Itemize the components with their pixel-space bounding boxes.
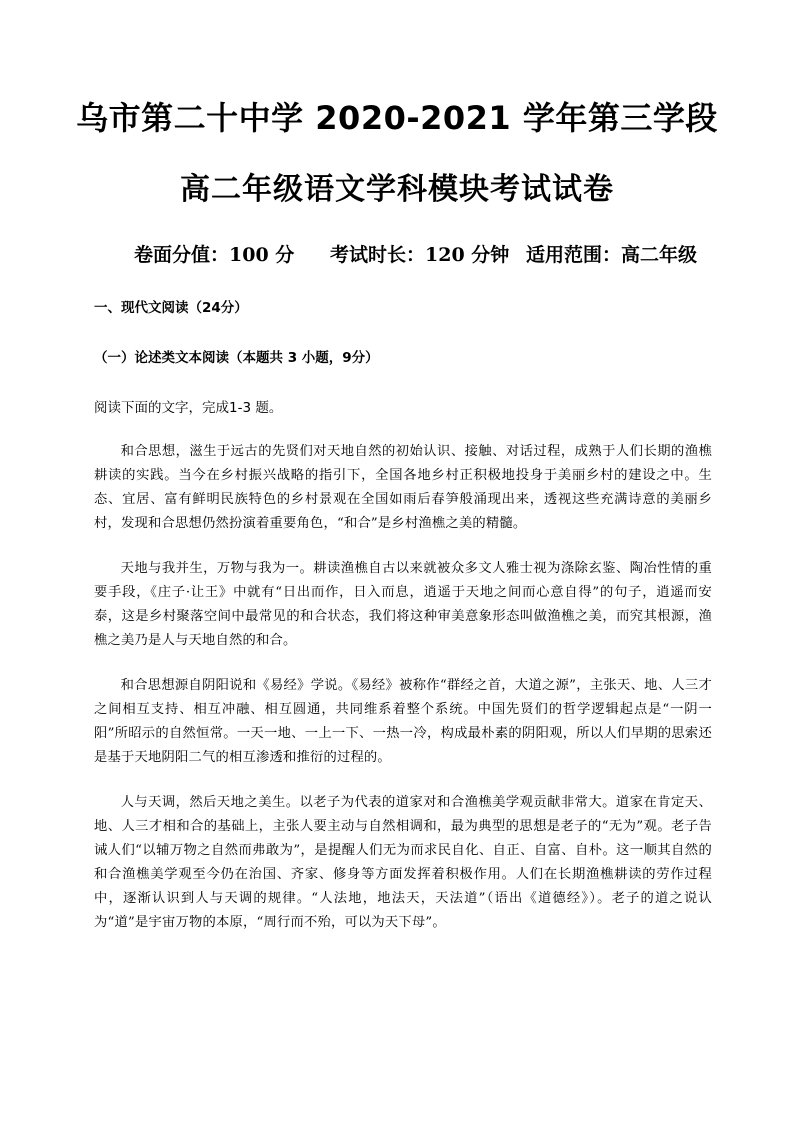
exam-title-line1: 乌市第二十中学 2020-2021 学年第三学段 — [76, 99, 718, 137]
section-heading-part1: 一、现代文阅读（24分） — [94, 300, 248, 316]
scope-info: 适用范围：高二年级 — [526, 244, 698, 266]
section-heading-part1-sub1: （一）论述类文本阅读（本题共 3 小题，9分） — [94, 350, 379, 366]
reading-instruction: 阅读下面的文字，完成1-3 题。 — [94, 400, 283, 416]
passage-paragraph-1: 和合思想，滋生于远古的先贤们对天地自然的初始认识、接触、对话过程，成熟于人们长期的渔樵耕读的实践。当今在乡村振兴战略的指引下，全国各地乡村正积极地投身于美丽乡村的建设之中。生态、宜居、富有鲜明民族特色的乡村景观在全国如雨后春笋般涌现出来，透视这些充满诗意的美丽乡村，发现和合思想仍然扮演着重要角色，“和合”是乡村渔樵之美的精髓。 — [94, 444, 712, 531]
passage-paragraph-4: 人与天调，然后天地之美生。以老子为代表的道家对和合渔樵美学观贡献非常大。道家在肯定天、地、人三才相和合的基础上，主张人要主动与自然相调和，最为典型的思想是老子的“无为”观。老子告诫人们“以辅万物之自然而弗敢为”，是提醒人们无为而求民自化、自正、自富、自朴。这一顺其自然的和合渔樵美学观至今仍在治国、齐家、修身等方面发挥着积极作用。人们在长期渔樵耕读的劳作过程中，逐渐认识到人与天调的规律。“人法地，地法天，天法道”（语出《道德经》）。老子的道之说认为“道”是宇宙万物的本原，“周行而不殆，可以为天下母”。 — [94, 795, 712, 930]
passage-paragraph-2: 天地与我并生，万物与我为一。耕读渔樵自古以来就被众多文人雅士视为涤除玄鉴、陶冶性情的重要手段，《庄子·让王》中就有“日出而作，日入而息，逍遥于天地之间而心意自得”的句子，逍遥而安泰，这是乡村聚落空间中最常见的和合状态，我们将这种审美意象形态叫做渔樵之美，而究其根源，渔樵之美乃是人与天地自然的和合。 — [94, 561, 712, 648]
duration-info: 考试时长：120 分钟 — [330, 244, 510, 266]
passage-paragraph-3: 和合思想源自阴阳说和《易经》学说。《易经》被称作“群经之首，大道之源”，主张天、地、人三才之间相互支持、相互冲融、相互圆通，共同维系着整个系统。中国先贤们的哲学逻辑起点是“一阴一阳”所昭示的自然恒常。一天一地、一上一下、一热一冷，构成最朴素的阴阳观，所以人们早期的思索还是基于天地阴阳二气的相互渗透和推衍的过程的。 — [94, 678, 712, 765]
score-info: 卷面分值：100 分 — [134, 244, 295, 266]
exam-title-line2: 高二年级语文学科模块考试试卷 — [180, 172, 614, 207]
reading-passage — [94, 440, 712, 956]
exam-meta-row — [134, 240, 774, 270]
